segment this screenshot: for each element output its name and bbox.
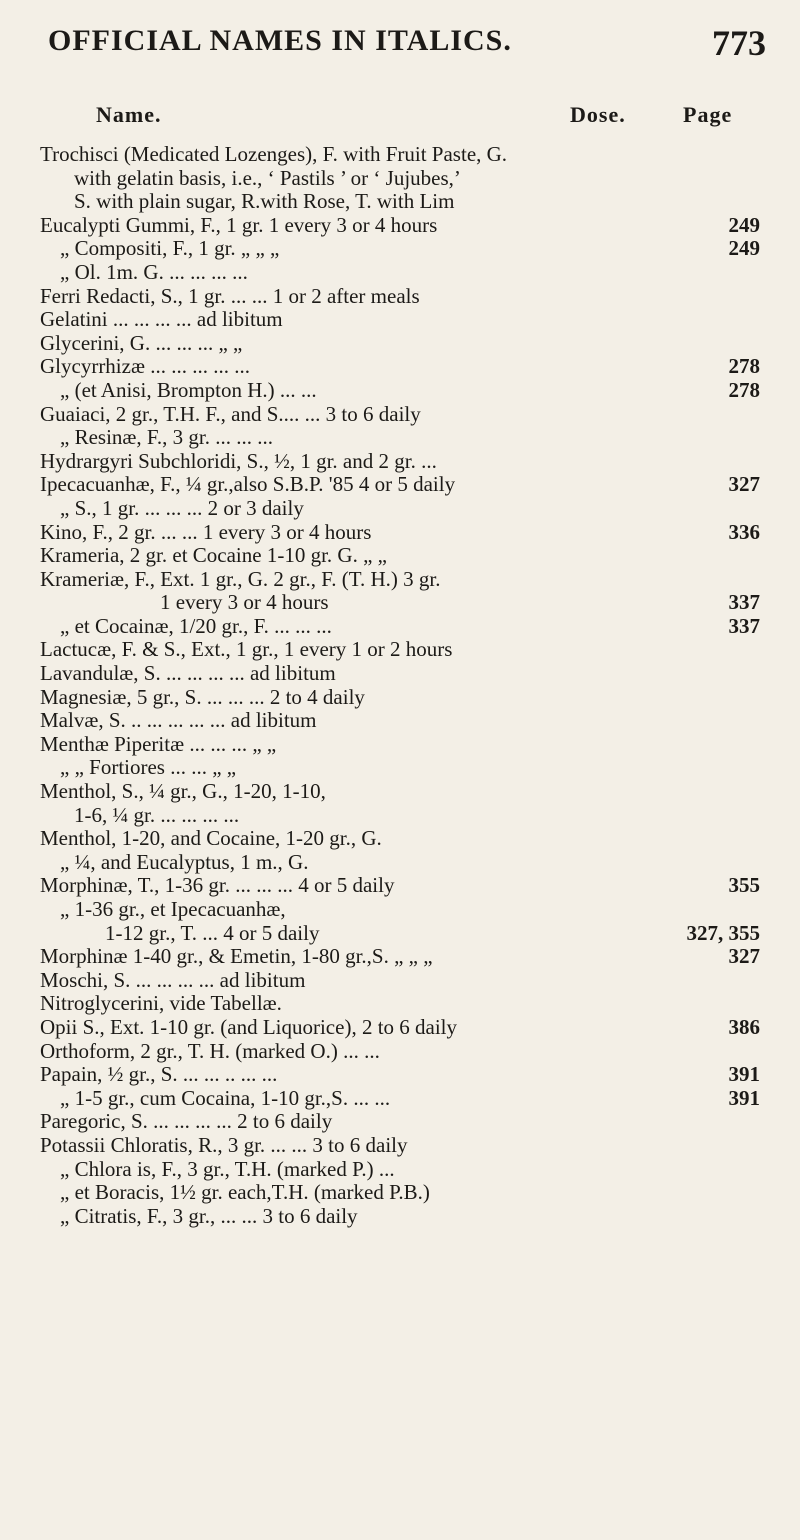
entry-row <box>0 780 800 804</box>
entry-text: Krameria, 2 gr. et Cocaine 1-10 gr. G. „ „ <box>40 543 387 568</box>
entry-list <box>0 143 800 1228</box>
entry-text: Gelatini ... ... ... ... ad libitum <box>40 307 283 332</box>
entry-page-ref: 355 <box>728 873 760 898</box>
entry-page-ref: 391 <box>728 1085 760 1110</box>
entry-text: Krameriæ, F., Ext. 1 gr., G. 2 gr., F. (T. H.) 3 gr. <box>40 566 441 591</box>
entry-text: Trochisci (Medicated Lozenges), F. with Fruit Paste, G. <box>40 142 508 166</box>
entry-row <box>0 426 800 450</box>
entry-text: Ferri Redacti, S., 1 gr. ... ... 1 or 2 after meals <box>40 283 420 308</box>
entry-text: S. with plain sugar, R.with Rose, T. with Lim <box>74 189 455 214</box>
entry-row <box>0 1181 800 1205</box>
entry-row <box>0 261 800 285</box>
entry-page-ref: 327, 355 <box>686 920 760 945</box>
entry-text: Opii S., Ext. 1-10 gr. (and Liquorice), 2 to 6 daily <box>40 1014 458 1039</box>
entry-text: Moschi, S. ... ... ... ... ad libitum <box>40 967 306 992</box>
entry-text: „ Chlora is, F., 3 gr., T.H. (marked P.) ... <box>60 1156 395 1181</box>
entry-text: Paregoric, S. ... ... ... ... 2 to 6 daily <box>40 1109 333 1134</box>
entry-text: „ ¼, and Eucalyptus, 1 m., G. <box>60 849 309 874</box>
entry-text: Menthol, 1-20, and Cocaine, 1-20 gr., G. <box>40 826 382 851</box>
entry-row <box>0 450 800 474</box>
entry-page-ref: 337 <box>728 613 760 638</box>
entry-text: Orthoform, 2 gr., T. H. (marked O.) ... ... <box>40 1038 380 1063</box>
entry-row <box>0 1016 800 1040</box>
entry-row <box>0 733 800 757</box>
entry-row <box>0 568 800 592</box>
entry-page-ref: 249 <box>728 236 760 261</box>
entry-row <box>0 662 800 686</box>
entry-row <box>0 756 800 780</box>
entry-text: Glycyrrhizæ ... ... ... ... ... <box>40 354 250 379</box>
entry-page-ref: 327 <box>728 472 760 497</box>
entry-row <box>0 473 800 497</box>
entry-page-ref: 337 <box>728 590 760 615</box>
entry-text: „ Citratis, F., 3 gr., ... ... 3 to 6 daily <box>60 1203 358 1228</box>
entry-text: Guaiaci, 2 gr., T.H. F., and S.... ... 3 to 6 daily <box>40 401 421 426</box>
entry-page-ref: 386 <box>728 1014 760 1039</box>
entry-row <box>0 1040 800 1064</box>
entry-row <box>0 804 800 828</box>
entry-text: „ 1-36 gr., et Ipecacuanhæ, <box>60 897 286 921</box>
entry-text: „ (et Anisi, Brompton H.) ... ... <box>60 377 317 402</box>
entry-text: 1-6, ¼ gr. ... ... ... ... <box>74 802 240 827</box>
entry-row <box>0 521 800 545</box>
entry-row <box>0 898 800 922</box>
entry-page-ref: 391 <box>728 1062 760 1087</box>
entry-text: Nitroglycerini, vide Tabellæ. <box>40 991 282 1016</box>
column-heading-page: Page <box>683 102 733 127</box>
entry-text: „ Ol. 1m. G. ... ... ... ... <box>60 259 248 284</box>
entry-row <box>0 992 800 1016</box>
entry-text: Potassii Chloratis, R., 3 gr. ... ... 3 to 6 daily <box>40 1132 408 1157</box>
entry-text: Lavandulæ, S. ... ... ... ... ad libitum <box>40 661 336 686</box>
entry-row <box>0 237 800 261</box>
entry-row <box>0 874 800 898</box>
entry-row <box>0 1063 800 1087</box>
entry-row <box>0 591 800 615</box>
entry-text: Morphinæ 1-40 gr., & Emetin, 1-80 gr.,S. „ „ „ <box>40 944 433 969</box>
entry-text: Magnesiæ, 5 gr., S. ... ... ... 2 to 4 daily <box>40 684 365 709</box>
entry-row <box>0 143 800 167</box>
entry-text: Glycerini, G. ... ... ... „ „ <box>40 330 243 355</box>
entry-text: Ipecacuanhæ, F., ¼ gr.,also S.B.P. '85 4 or 5 daily <box>40 472 456 497</box>
entry-row <box>0 285 800 309</box>
entry-text: „ et Cocainæ, 1/20 gr., F. ... ... ... <box>60 613 332 638</box>
entry-text: „ S., 1 gr. ... ... ... 2 or 3 daily <box>60 495 304 520</box>
page-number: 773 <box>712 23 766 63</box>
column-heading-dose: Dose. <box>570 102 626 127</box>
entry-row <box>0 403 800 427</box>
entry-row <box>0 1110 800 1134</box>
entry-text: „ „ Fortiores ... ... „ „ <box>60 755 237 780</box>
entry-text: Kino, F., 2 gr. ... ... 1 every 3 or 4 hours <box>40 519 372 544</box>
entry-text: Papain, ½ gr., S. ... ... .. ... ... <box>40 1062 278 1087</box>
entry-row <box>0 922 800 946</box>
entry-page-ref: 278 <box>728 377 760 402</box>
entry-text: Malvæ, S. .. ... ... ... ... ad libitum <box>40 708 317 733</box>
entry-text: „ Compositi, F., 1 gr. „ „ „ <box>60 236 280 261</box>
entry-row <box>0 332 800 356</box>
column-headings <box>0 102 800 136</box>
entry-page-ref: 336 <box>728 519 760 544</box>
entry-page-ref: 278 <box>728 354 760 379</box>
entry-text: Morphinæ, T., 1-36 gr. ... ... ... 4 or 5 daily <box>40 873 395 898</box>
entry-text: Menthæ Piperitæ ... ... ... „ „ <box>40 731 277 756</box>
entry-row <box>0 308 800 332</box>
entry-row <box>0 945 800 969</box>
entry-text: Lactucæ, F. & S., Ext., 1 gr., 1 every 1 or 2 hours <box>40 637 453 662</box>
entry-row <box>0 1087 800 1111</box>
entry-row <box>0 827 800 851</box>
entry-text: 1 every 3 or 4 hours <box>160 590 329 615</box>
entry-row <box>0 1134 800 1158</box>
entry-text: with gelatin basis, i.e., ‘ Pastils ’ or ‘ Jujubes,’ <box>74 165 461 190</box>
entry-row <box>0 615 800 639</box>
entry-row <box>0 1205 800 1229</box>
column-heading-name: Name. <box>96 102 162 127</box>
entry-row <box>0 1158 800 1182</box>
entry-row <box>0 709 800 733</box>
entry-text: „ Resinæ, F., 3 gr. ... ... ... <box>60 425 273 450</box>
entry-row <box>0 379 800 403</box>
entry-row <box>0 851 800 875</box>
entry-row <box>0 497 800 521</box>
entry-page-ref: 327 <box>728 944 760 969</box>
page-header <box>0 14 800 74</box>
entry-row <box>0 686 800 710</box>
entry-row <box>0 190 800 214</box>
entry-page-ref: 249 <box>728 212 760 237</box>
entry-row <box>0 969 800 993</box>
entry-text: „ et Boracis, 1½ gr. each,T.H. (marked P.B.) <box>60 1180 430 1205</box>
entry-text: Menthol, S., ¼ gr., G., 1-20, 1-10, <box>40 779 326 804</box>
entry-row <box>0 355 800 379</box>
entry-text: „ 1-5 gr., cum Cocaina, 1-10 gr.,S. ... ... <box>60 1085 391 1110</box>
entry-text: Hydrargyri Subchloridi, S., ½, 1 gr. and 2 gr. ... <box>40 448 437 473</box>
running-title: OFFICIAL NAMES IN ITALICS. <box>48 24 512 57</box>
entry-text: Eucalypti Gummi, F., 1 gr. 1 every 3 or 4 hours <box>40 212 438 237</box>
entry-row <box>0 544 800 568</box>
entry-row <box>0 638 800 662</box>
entry-row <box>0 214 800 238</box>
entry-text: 1-12 gr., T. ... 4 or 5 daily <box>105 920 320 945</box>
entry-row <box>0 167 800 191</box>
